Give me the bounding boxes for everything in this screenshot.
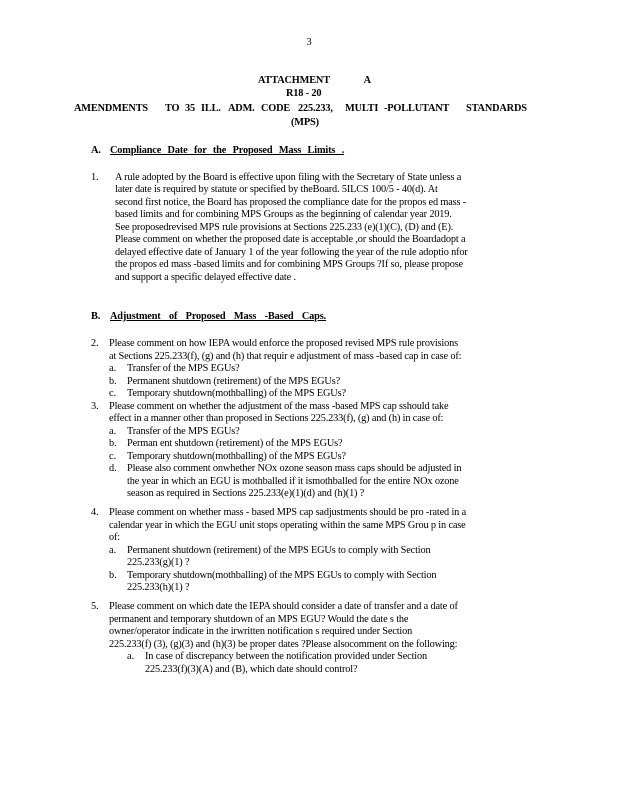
item-3d-line: the year in which an EGU is mothballed if it ismothballed for the entire NOx ozone <box>127 476 459 487</box>
heading-word: TO <box>165 103 180 114</box>
item-4-line: calendar year in which the EGU unit stops operating within the same MPS Grou p in case <box>109 520 466 531</box>
item-4-line: of: <box>109 532 120 543</box>
item-3c-text: Temporary shutdown(mothballing) of the MPS EGUs? <box>127 451 346 462</box>
item-1-line: the propos ed mass -based limits and for combining MPS Groups ?If so, please propose <box>115 259 464 270</box>
item-3b-text: Perman ent shutdown (retirement) of the MPS EGUs? <box>127 438 343 449</box>
item-1-line: A rule adopted by the Board is effective upon filing with the Secretary of State unless a <box>115 172 462 183</box>
item-1-line: delayed effective date of January 1 of the year following the year of the rule adoptio nfor <box>115 247 468 258</box>
item-1-line: and support a specific delayed effective date . <box>115 272 296 283</box>
heading-word: 225.233, <box>298 103 333 114</box>
rule-number: R18 - 20 <box>286 88 322 99</box>
item-4a-line: 225.233(g)(1) ? <box>127 557 190 568</box>
item-5a-letter: a. <box>127 651 135 662</box>
item-3-number: 3. <box>91 401 99 412</box>
item-2c-letter: c. <box>109 388 117 399</box>
item-4b-text: Temporary shutdown(mothballing) of the MPS EGUs to comply with Section <box>127 570 437 581</box>
heading-word: ILL. <box>201 103 221 114</box>
item-5-line: Please comment on which date the IEPA should consider a date of transfer and a date of <box>109 601 458 612</box>
item-5-line: owner/operator indicate in the irwritten notification s required under Section <box>109 626 413 637</box>
item-2a-letter: a. <box>109 363 117 374</box>
item-3b-letter: b. <box>109 438 117 449</box>
item-1-line: later date is required by statute or specified by theBoard. 5ILCS 100/5 - 40(d). At <box>115 184 438 195</box>
heading-word: AMENDMENTS <box>74 103 149 114</box>
item-2-line: Please comment on how IEPA would enforce the proposed revised MPS rule provisions <box>109 338 458 349</box>
item-3-line: effect in a manner other than proposed in Sections 225.233(f), (g) and (h) in case of: <box>109 413 444 424</box>
item-4-line: Please comment on whether mass - based MPS cap sadjustments should be pro -rated in a <box>109 507 467 518</box>
item-2b-text: Permanent shutdown (retirement) of the MPS EGUs? <box>127 376 340 387</box>
heading-word: CODE <box>261 103 291 114</box>
item-3d-text: Please also comment onwhether NOx ozone season mass caps should be adjusted in <box>127 463 462 474</box>
item-1-line: See proposedrevised MPS rule provisions at Sections 225.233 (e)(1)(C), (D) and (E). <box>115 222 454 233</box>
mps-label: (MPS) <box>291 117 319 128</box>
item-3-line: Please comment on whether the adjustment of the mass -based MPS cap sshould take <box>109 401 449 412</box>
item-4b-line: 225.233(h)(1) ? <box>127 582 190 593</box>
section-a-letter: A. <box>91 145 101 156</box>
item-2b-letter: b. <box>109 376 117 387</box>
section-a-title: Compliance Date for the Proposed Mass Limits . <box>110 145 345 156</box>
item-5-line: 225.233(f) (3), (g)(3) and (h)(3) be proper dates ?Please alsocomment on the following: <box>109 639 458 650</box>
page-number: 3 <box>306 37 312 48</box>
item-5a-line: 225.233(f)(3)(A) and (B), which date should control? <box>145 664 358 675</box>
item-2a-text: Transfer of the MPS EGUs? <box>127 363 240 374</box>
item-4a-text: Permanent shutdown (retirement) of the MPS EGUs to comply with Section <box>127 545 431 556</box>
item-4-number: 4. <box>91 507 99 518</box>
item-1-line: second first notice, the Board has proposed the compliance date for the propos ed mass - <box>115 197 467 208</box>
item-3c-letter: c. <box>109 451 117 462</box>
item-4b-letter: b. <box>109 570 117 581</box>
item-3d-line: season as required in Sections 225.233(e)(1)(d) and (h)(1) ? <box>127 488 365 499</box>
item-2-line: at Sections 225.233(f), (g) and (h) that requir e adjustment of mass -based cap in case of: <box>109 351 462 362</box>
item-1-line: Please comment on whether the proposed date is acceptable ,or should the Boardadopt a <box>115 234 466 245</box>
item-5-number: 5. <box>91 601 99 612</box>
item-3a-text: Transfer of the MPS EGUs? <box>127 426 240 437</box>
section-b-letter: B. <box>91 311 101 322</box>
item-2c-text: Temporary shutdown(mothballing) of the MPS EGUs? <box>127 388 346 399</box>
item-1-number: 1. <box>91 172 99 183</box>
heading-word: MULTI <box>345 103 379 114</box>
item-2-number: 2. <box>91 338 99 349</box>
heading-word: -POLLUTANT <box>384 103 450 114</box>
item-1-line: based limits and for combining MPS Groups as the beginning of calendar year 2019. <box>115 209 452 220</box>
item-5a-text: In case of discrepancy between the notification provided under Section <box>145 651 427 662</box>
item-5-line: permanent and temporary shutdown of an MPS EGU? Would the date s the <box>109 614 409 625</box>
heading-word: 35 <box>185 103 195 114</box>
attachment-title: ATTACHMENT A <box>258 75 371 86</box>
item-3a-letter: a. <box>109 426 117 437</box>
heading-word: ADM. <box>228 103 255 114</box>
heading-word: STANDARDS <box>466 103 527 114</box>
item-3d-letter: d. <box>109 463 117 474</box>
section-b-title: Adjustment of Proposed Mass -Based Caps. <box>110 311 327 322</box>
item-4a-letter: a. <box>109 545 117 556</box>
